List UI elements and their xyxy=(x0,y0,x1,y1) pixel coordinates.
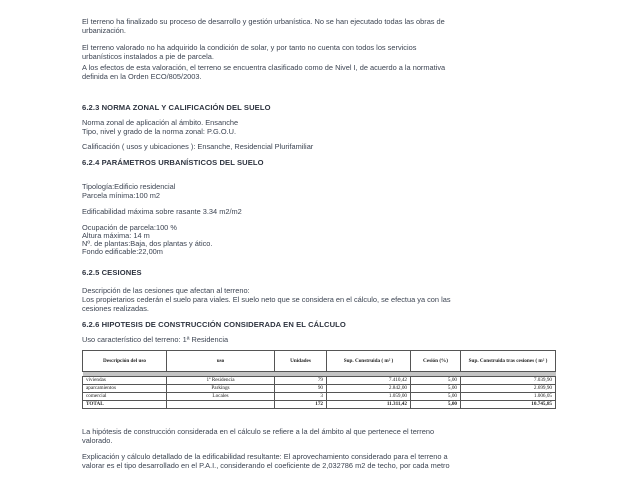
cell-total-label: TOTAL xyxy=(83,401,167,409)
cell-units: 79 xyxy=(275,377,327,385)
intro-paragraph-2-line-1: El terreno valorado no ha adquirido la condición de solar, y por tanto no cuenta con todos los servicios xyxy=(82,43,417,52)
cessions-description-line: Descripción de las cesiones que afectan al terreno: xyxy=(82,286,250,295)
outro-paragraph-2-line-1: Explicación y cálculo detallado de la edificabilidad resultante: El aprovechamiento considerado para el terreno a xyxy=(82,452,448,461)
table-row xyxy=(83,385,556,393)
depth-line: Fondo edificable:22,00m xyxy=(82,247,163,256)
cell-built-area: 7.410,42 xyxy=(327,377,411,385)
max-height-line: Altura máxima: 14 m xyxy=(82,231,150,240)
floors-line: Nº. de plantas:Baja, dos plantas y ático. xyxy=(82,239,213,248)
col-header-description: Descripción del uso xyxy=(83,351,167,372)
min-plot-line: Parcela mínima:100 m2 xyxy=(82,191,161,200)
buildability-line: Edificabilidad máxima sobre rasante 3.34 m2/m2 xyxy=(82,207,242,216)
intro-paragraph-1-line-2: urbanización. xyxy=(82,26,126,35)
characteristic-use-line: Uso característico del terreno: 1ª Residencia xyxy=(82,335,229,344)
cell-description: comercial xyxy=(83,393,167,401)
zonal-norm-line: Norma zonal de aplicación al ámbito. Ensanche xyxy=(82,118,239,127)
cell-cession: 5,00 xyxy=(411,393,461,401)
col-header-built-area-after-cession: Sup. Construida tras cesiones ( m² ) xyxy=(461,351,556,372)
cell-description: aparcamientos xyxy=(83,385,167,393)
cell-built-area-after-cession: 7.039,90 xyxy=(461,377,556,385)
cell-cession: 5,00 xyxy=(411,377,461,385)
occupancy-line: Ocupación de parcela:100 % xyxy=(82,223,177,232)
cell-built-area: 1.059,00 xyxy=(327,393,411,401)
intro-paragraph-3-line-1: A los efectos de esta valoración, el terreno se encuentra clasificado como de Nivel I, de acuerdo a la normativa xyxy=(82,63,446,72)
section-heading-6-2-4: 6.2.4 PARÁMETROS URBANÍSTICOS DEL SUELO xyxy=(82,158,264,167)
qualification-line: Calificación ( usos y ubicaciones ): Ensanche, Residencial Plurifamiliar xyxy=(82,142,314,151)
outro-paragraph-1-line-2: valorado. xyxy=(82,436,113,445)
outro-paragraph-1-line-1: La hipótesis de construcción considerada en el cálculo se refiere a la del ámbito al que pertenece el terreno xyxy=(82,427,435,436)
cell-built-area: 2.842,00 xyxy=(327,385,411,393)
typology-line: Tipología:Edificio residencial xyxy=(82,182,176,191)
col-header-use: uso xyxy=(167,351,275,372)
section-heading-6-2-3: 6.2.3 NORMA ZONAL Y CALIFICACIÓN DEL SUELO xyxy=(82,103,271,112)
construction-hypothesis-table xyxy=(82,350,556,409)
col-header-cession: Cesión (%) xyxy=(411,351,461,372)
cessions-text-line-1: Los propietarios cederán el suelo para viales. El suelo neto que se considera en el cálculo, se efectua ya con las xyxy=(82,295,451,304)
cell-total-built-area-after-cession: 10.745,85 xyxy=(461,401,556,409)
cell-cession: 5,00 xyxy=(411,385,461,393)
section-heading-6-2-5: 6.2.5 CESIONES xyxy=(82,268,142,277)
cell-built-area-after-cession: 1.006,05 xyxy=(461,393,556,401)
table-row xyxy=(83,377,556,385)
section-heading-6-2-6: 6.2.6 HIPOTESIS DE CONSTRUCCIÓN CONSIDERADA EN EL CÁLCULO xyxy=(82,320,346,329)
cell-use: Parkings xyxy=(167,385,275,393)
cell-units: 3 xyxy=(275,393,327,401)
cell-use: Locales xyxy=(167,393,275,401)
cell-description: viviendas xyxy=(83,377,167,385)
col-header-built-area: Sup. Construida ( m² ) xyxy=(327,351,411,372)
intro-paragraph-1-line-1: El terreno ha finalizado su proceso de desarrollo y gestión urbanística. No se han ejecutado todas las obras de xyxy=(82,17,445,26)
cell-total-units: 172 xyxy=(275,401,327,409)
intro-paragraph-2-line-2: urbanísticos instalados a pie de parcela. xyxy=(82,52,214,61)
cell-total-built-area: 11.311,42 xyxy=(327,401,411,409)
cell-total-use xyxy=(167,401,275,409)
zonal-type-line: Tipo, nivel y grado de la norma zonal: P.G.O.U. xyxy=(82,127,237,136)
table-row xyxy=(83,393,556,401)
cessions-text-line-2: cesiones realizadas. xyxy=(82,304,149,313)
outro-paragraph-2-line-2: valorar es el tipo desarrollado en el P.A.I., considerando el coeficiente de 2,032786 m2 de techo, por cada metro xyxy=(82,461,450,470)
table-total-row xyxy=(83,401,556,409)
table-header-row xyxy=(83,351,556,372)
cell-built-area-after-cession: 2.699,90 xyxy=(461,385,556,393)
cell-units: 90 xyxy=(275,385,327,393)
cell-use: 1ª Residencia xyxy=(167,377,275,385)
intro-paragraph-3-line-2: definida en la Orden ECO/805/2003. xyxy=(82,72,202,81)
col-header-units: Unidades xyxy=(275,351,327,372)
cell-total-cession: 5,00 xyxy=(411,401,461,409)
